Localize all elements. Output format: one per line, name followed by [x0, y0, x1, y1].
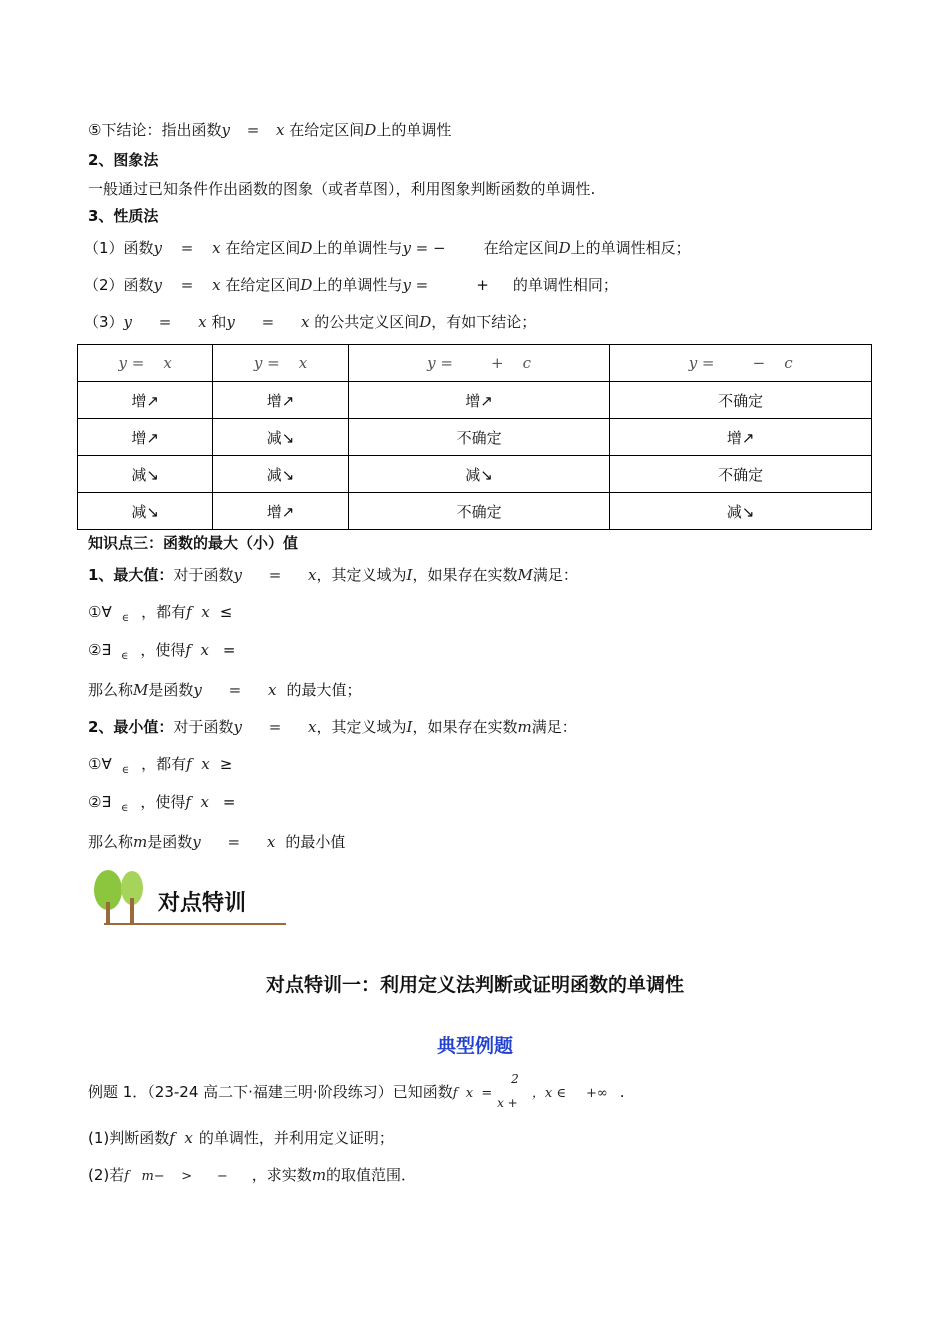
math: f m− > −: [124, 1169, 228, 1184]
math: M: [517, 566, 533, 584]
text: 上的单调性相反；: [570, 239, 691, 257]
text: .: [619, 1083, 625, 1101]
math-D: D: [558, 239, 571, 257]
math-D: D: [364, 121, 377, 139]
table-cell: 减↘: [213, 419, 348, 456]
math: ∈: [121, 613, 130, 624]
math: y = −: [402, 239, 446, 257]
math-D: D: [300, 239, 313, 257]
math: f x: [169, 1129, 193, 1147]
max-cond-2: [88, 640, 236, 667]
math: ，x ∈: [531, 1086, 566, 1101]
math: f x: [185, 641, 209, 659]
math: x +: [497, 1095, 518, 1110]
text: (1)判断函数: [88, 1129, 170, 1147]
table-cell: 减↘: [610, 493, 872, 530]
text: ，使得: [140, 641, 186, 659]
math: y = x: [233, 718, 317, 736]
text: (2)若: [88, 1166, 125, 1184]
section-badge: [90, 868, 290, 928]
math: y = x: [193, 681, 277, 699]
math: 2: [511, 1071, 519, 1086]
table-cell: 不确定: [610, 456, 872, 493]
text: （2）函数: [84, 276, 154, 294]
math: m: [311, 1166, 327, 1184]
table-cell: 减↘: [78, 456, 213, 493]
math: ≤: [219, 603, 233, 621]
math: f x: [185, 793, 209, 811]
section-title: 对点特训一：利用定义法判断或证明函数的单调性: [265, 974, 684, 996]
table-row: [78, 419, 872, 456]
table-cell: 不确定: [610, 382, 872, 419]
text: 对于函数: [173, 566, 234, 584]
text: 在给定区间: [225, 239, 301, 257]
text: ①∀: [88, 603, 112, 621]
fraction: [497, 1071, 527, 1110]
min-conclusion: [88, 832, 345, 852]
math-D: D: [419, 313, 432, 331]
text: 满足：: [531, 718, 577, 736]
text: ，有如下结论；: [431, 313, 537, 331]
text: 和: [211, 313, 227, 331]
question-1: [88, 1128, 394, 1148]
text: ，如果存在实数: [412, 718, 518, 736]
text: （1）函数: [84, 239, 154, 257]
min-cond-2: [88, 792, 236, 819]
text: 的单调性，并利用定义证明；: [198, 1129, 394, 1147]
table-header-cell: y = x: [78, 345, 213, 382]
text: 的单调性相同；: [512, 276, 618, 294]
table-cell: 减↘: [213, 456, 348, 493]
math: y = x: [123, 313, 207, 331]
text: 是函数: [147, 833, 193, 851]
min-cond-1: [88, 754, 232, 781]
table-cell: 减↘: [348, 456, 610, 493]
math: y = x: [153, 276, 221, 294]
table-header-cell: y = + c: [348, 345, 610, 382]
math: I: [406, 566, 413, 584]
heading-property-method: 3、性质法: [88, 207, 159, 225]
math: =: [222, 793, 236, 811]
table-cell: 不确定: [348, 493, 610, 530]
question-2: [88, 1165, 416, 1187]
table-row: [78, 382, 872, 419]
table-cell: 增↗: [78, 382, 213, 419]
text: 的最大值；: [286, 681, 362, 699]
text: （3）: [84, 313, 124, 331]
table-header-row: [78, 345, 872, 382]
table-cell: 增↗: [610, 419, 872, 456]
math: m: [517, 718, 532, 736]
math: ∈: [120, 651, 129, 662]
text: 是函数: [148, 681, 194, 699]
math: I: [406, 718, 413, 736]
text: 那么称: [88, 681, 134, 699]
text: ⑤下结论：指出函数: [88, 121, 222, 139]
table-row: [78, 456, 872, 493]
math: M: [133, 681, 149, 699]
text: 在给定区间: [289, 121, 365, 139]
text: 2、最小值：: [88, 718, 174, 736]
text: 满足：: [532, 566, 578, 584]
math: y = x: [192, 833, 276, 851]
sub-title: 典型例题: [436, 1035, 513, 1057]
text: ，其定义域为: [316, 718, 407, 736]
math: +∞: [585, 1086, 608, 1101]
table-cell: 增↗: [213, 382, 348, 419]
math-D: D: [300, 276, 313, 294]
max-definition: [88, 565, 578, 585]
graph-method-text: 一般通过已知条件作出函数的图象（或者草图），利用图象判断函数的单调性.: [88, 180, 596, 198]
math: =: [222, 641, 236, 659]
table-header-cell: y = − c: [610, 345, 872, 382]
math: +: [476, 276, 489, 294]
min-definition: [88, 717, 577, 737]
text: 对于函数: [173, 718, 234, 736]
math: f x: [186, 755, 210, 773]
example-1: [88, 1071, 625, 1110]
property-3: [84, 312, 536, 332]
table-cell: 增↗: [213, 493, 348, 530]
max-cond-1: [88, 602, 232, 629]
heading-graph-method: 2、图象法: [88, 151, 159, 169]
table-cell: 减↘: [78, 493, 213, 530]
text: 1、最大值：: [88, 566, 174, 584]
math: ∈: [121, 765, 130, 776]
math-y-eq-x: y = x: [221, 121, 285, 139]
math: y = x: [233, 566, 317, 584]
math: ≥: [219, 755, 233, 773]
math: f x: [186, 603, 210, 621]
text: 的取值范围．: [326, 1166, 417, 1184]
text: 上的单调性与: [312, 276, 403, 294]
table-cell: 不确定: [348, 419, 610, 456]
text: ，求实数: [251, 1166, 312, 1184]
text: ②∃: [88, 793, 111, 811]
math: y = x: [153, 239, 221, 257]
text: ，如果存在实数: [412, 566, 518, 584]
text: ①∀: [88, 755, 112, 773]
max-conclusion: [88, 680, 361, 700]
text: 在给定区间: [483, 239, 559, 257]
text: ②∃: [88, 641, 111, 659]
math: f x =: [452, 1086, 493, 1101]
text: 那么称: [88, 833, 134, 851]
table-cell: 增↗: [348, 382, 610, 419]
text: ，都有: [141, 603, 187, 621]
table-header-cell: y = x: [213, 345, 348, 382]
text: 例题 1．（23-24 高二下·福建三明·阶段练习）已知函数: [88, 1083, 453, 1101]
text: 上的单调性与: [312, 239, 403, 257]
math: y =: [402, 276, 429, 294]
text: 的最小值: [285, 833, 346, 851]
knowledge-point-3: 知识点三：函数的最大（小）值: [88, 534, 299, 552]
property-1: [84, 238, 691, 258]
property-2: [84, 275, 618, 295]
text: 上的单调性: [376, 121, 452, 139]
text: ，都有: [141, 755, 187, 773]
text: 在给定区间: [225, 276, 301, 294]
text: 的公共定义区间: [314, 313, 420, 331]
math: ∈: [120, 803, 129, 814]
math: m: [133, 833, 148, 851]
table-row: [78, 493, 872, 530]
math: y = x: [226, 313, 310, 331]
table-cell: 增↗: [78, 419, 213, 456]
text: ，使得: [140, 793, 186, 811]
badge-text: 对点特训: [158, 891, 247, 916]
monotonicity-table: [77, 344, 872, 530]
conclusion-step-line: [88, 120, 451, 140]
text: ，其定义域为: [316, 566, 407, 584]
